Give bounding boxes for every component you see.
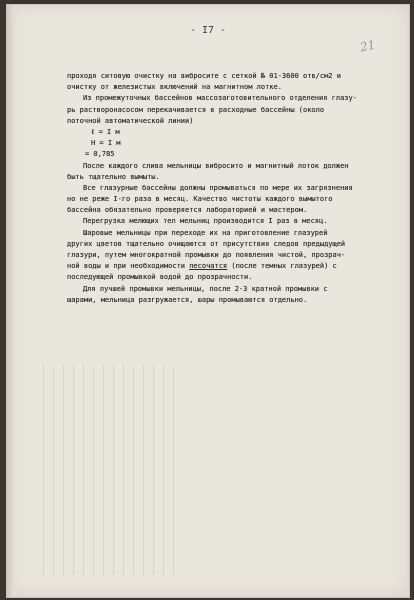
text-line: последующей промывкой водой до прозрачности.: [67, 273, 253, 282]
text-line: бассейна обязательно проверяется лабораторией и мастером.: [67, 206, 308, 215]
page-number: - I7 -: [189, 25, 227, 36]
text-line: других цветов тщательно очищаются от присутствия следов предыдущей: [67, 239, 346, 248]
text-segment: (после темных глазурей) с: [227, 262, 337, 271]
text-line: Все глазурные бассейны должны промываться по мере их загрязнения: [83, 183, 353, 192]
text-line: = 0,785: [85, 150, 115, 159]
text-line: H = I м: [91, 139, 121, 148]
text-line: но не реже I-го раза в месяц. Качество чистоты каждого вымытого: [67, 195, 333, 204]
text-line: очистку от железистых включений на магнитном лотке.: [67, 83, 282, 92]
text-line: После каждого слива мельницы вибросито и магнитный лоток должен: [83, 161, 349, 170]
text-line: поточной автоматической линии): [67, 116, 194, 125]
bleed-through-texture: [43, 365, 183, 575]
text-line: быть тщательно вымыты.: [67, 172, 160, 181]
text-line: Перегрузка мелющих тел мельниц производится I раз в месяц.: [83, 217, 328, 226]
document-page: [6, 4, 410, 598]
text-line: Для лучшей промывки мельницы, после 2-3 кратной промывки с: [83, 284, 328, 293]
typewritten-text-body: [67, 71, 397, 306]
text-line: глазури, путем многократной промывки до появления чистой, прозрач-: [67, 251, 346, 259]
text-line: рь растворонасосом перекачивается в расходные бассейны (около: [67, 105, 325, 114]
text-line: проходя ситовую очистку на вибросите с сеткой № 01-3600 отв/см2 и: [67, 72, 341, 80]
text-line: ℓ = I м: [91, 127, 120, 136]
text-segment: ной воды и при необходимости: [67, 262, 190, 271]
handwritten-page-annotation: 21: [358, 37, 377, 55]
underlined-word: песочатся: [189, 262, 228, 271]
text-line: [67, 261, 397, 272]
text-line: Из промежуточных бассейнов массозаготовительного отделения глазу-: [83, 94, 357, 103]
text-line: Шаровые мельницы при переходе их на приготовление глазурей: [83, 228, 328, 237]
text-line: шарами, мельница разгружается, шары промываются отдельно.: [67, 295, 308, 304]
